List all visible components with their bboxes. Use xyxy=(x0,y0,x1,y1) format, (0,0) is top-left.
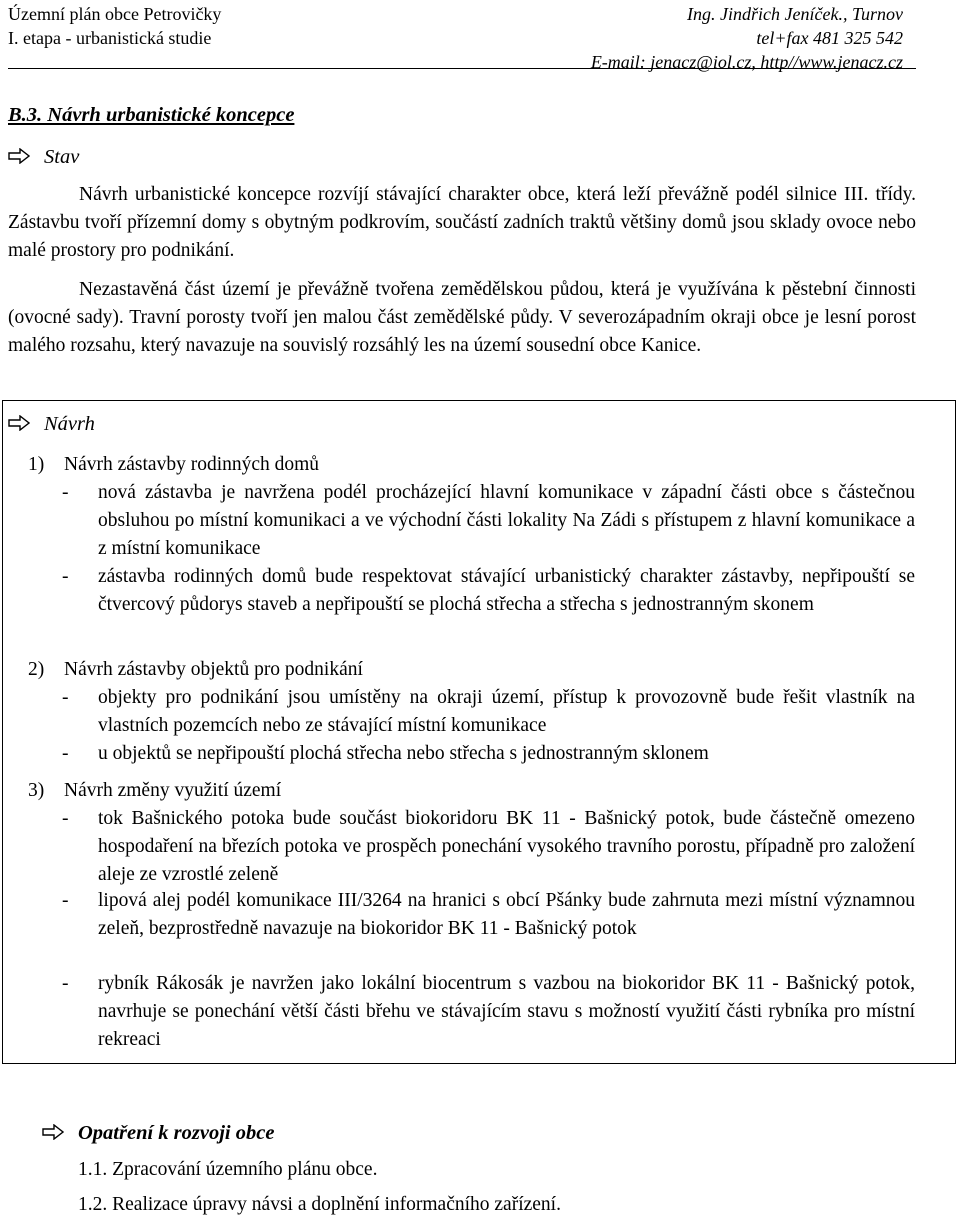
right-arrow-outline-icon xyxy=(42,1124,64,1140)
navrh-item-3 xyxy=(28,777,918,805)
header-right xyxy=(591,2,903,74)
author-contact: E-mail: jenacz@iol.cz, http//www.jenacz.cz xyxy=(590,52,903,72)
opatreni-heading xyxy=(42,1119,274,1147)
bullet-text: objekty pro podnikání jsou umístěny na okraji území, přístup k provozovně bude řešit vlastník na vlastních pozemcích nebo ze stávající místní komunikace xyxy=(98,687,915,736)
item-3-bullet-1 xyxy=(62,805,915,889)
document-subtitle: I. etapa - urbanistická studie xyxy=(8,28,212,48)
bullet-text: rybník Rákosák je navržen jako lokální biocentrum s vazbou na biokoridor BK 11 - Bašnický potok, navrhuje se ponechání větší části břehu ve stávajícím stavu s možností využití části rybníka pro místní rekreaci xyxy=(98,973,915,1050)
header-divider xyxy=(8,68,916,69)
document-title: Územní plán obce Petrovičky xyxy=(8,4,222,24)
item-title: Návrh zástavby objektů pro podnikání xyxy=(64,659,363,680)
bullet-text: lipová alej podél komunikace III/3264 na hranici s obcí Pšánky bude zahrnuta mezi místní významnou zeleň, bezprostředně navazuje na biokoridor BK 11 - Bašnický potok xyxy=(98,890,915,939)
item-title: Návrh změny využití území xyxy=(64,780,282,801)
opatreni-heading-label: Opatření k rozvoji obce xyxy=(78,1122,275,1144)
bullet-dash: - xyxy=(62,973,69,994)
navrh-item-1 xyxy=(28,451,918,479)
bullet-text: zástavba rodinných domů bude respektovat stávající urbanistický charakter zástavby, nepřipouští se čtvercový půdorys staveb a nepřipouští se plochá střecha a střecha s jednostranným skonem xyxy=(98,566,915,615)
stav-heading-label: Stav xyxy=(44,146,80,168)
author-phone: tel+fax 481 325 542 xyxy=(756,28,903,48)
bullet-dash: - xyxy=(62,743,69,764)
bullet-dash: - xyxy=(62,687,69,708)
section-title: B.3. Návrh urbanistické koncepce xyxy=(8,104,295,126)
item-number: 2) xyxy=(28,659,45,680)
stav-paragraph-2: Nezastavěná část území je převážně tvořena zemědělskou půdou, která je využívána k pěstební činnosti (ovocné sady). Travní porosty tvoří jen malou část zemědělské půdy. V severozápadním okraji obce je lesní porost malého rozsahu, který navazuje na souvislý rozsáhlý les na území sousední obce Kanice. xyxy=(8,279,916,356)
header-left xyxy=(8,2,221,50)
item-1-bullet-1 xyxy=(62,479,915,563)
bullet-dash: - xyxy=(62,808,69,829)
opatreni-item-2: 1.2. Realizace úpravy návsi a doplnění informačního zařízení. xyxy=(78,1194,561,1215)
bullet-text: u objektů se nepřipouští plochá střecha nebo střecha s jednostranným sklonem xyxy=(98,743,709,764)
navrh-item-2 xyxy=(28,656,918,684)
item-3-bullet-2 xyxy=(62,887,915,943)
bullet-dash: - xyxy=(62,890,69,911)
bullet-dash: - xyxy=(62,566,69,587)
navrh-heading-label: Návrh xyxy=(44,413,95,435)
bullet-text: nová zástavba je navržena podél procházející hlavní komunikace v západní části obce s částečnou obsluhou po místní komunikaci a ve východní části lokality Na Zádi s přístupem z hlavní komunikace a z místní komunikace xyxy=(98,482,915,559)
item-2-bullet-2 xyxy=(62,740,915,768)
opatreni-item-1: 1.1. Zpracování územního plánu obce. xyxy=(78,1159,378,1180)
author-name: Ing. Jindřich Jeníček., Turnov xyxy=(687,4,903,24)
item-number: 1) xyxy=(28,454,45,475)
item-1-bullet-2 xyxy=(62,563,915,619)
right-arrow-outline-icon xyxy=(8,415,30,431)
right-arrow-outline-icon xyxy=(8,148,30,164)
bullet-dash: - xyxy=(62,482,69,503)
bullet-text: tok Bašnického potoka bude součást biokoridoru BK 11 - Bašnický potok, bude částečně omezeno hospodaření na březích potoka ve prospěch ponechání vysokého travního porostu, případně pro založení aleje ze vzrostlé zeleně xyxy=(98,808,915,885)
stav-paragraph-1: Návrh urbanistické koncepce rozvíjí stávající charakter obce, která leží převážně podél silnice III. třídy. Zástavbu tvoří přízemní domy s obytným podkrovím, součástí zadních traktů většiny domů jsou sklady ovoce nebo malé prostory pro podnikání. xyxy=(8,184,916,261)
navrh-heading xyxy=(8,410,95,438)
item-number: 3) xyxy=(28,780,45,801)
opatreni-list xyxy=(78,1156,938,1226)
item-2-bullet-1 xyxy=(62,684,915,740)
item-3-bullet-3 xyxy=(62,970,915,1054)
item-title: Návrh zástavby rodinných domů xyxy=(64,454,320,475)
stav-heading xyxy=(8,143,79,171)
